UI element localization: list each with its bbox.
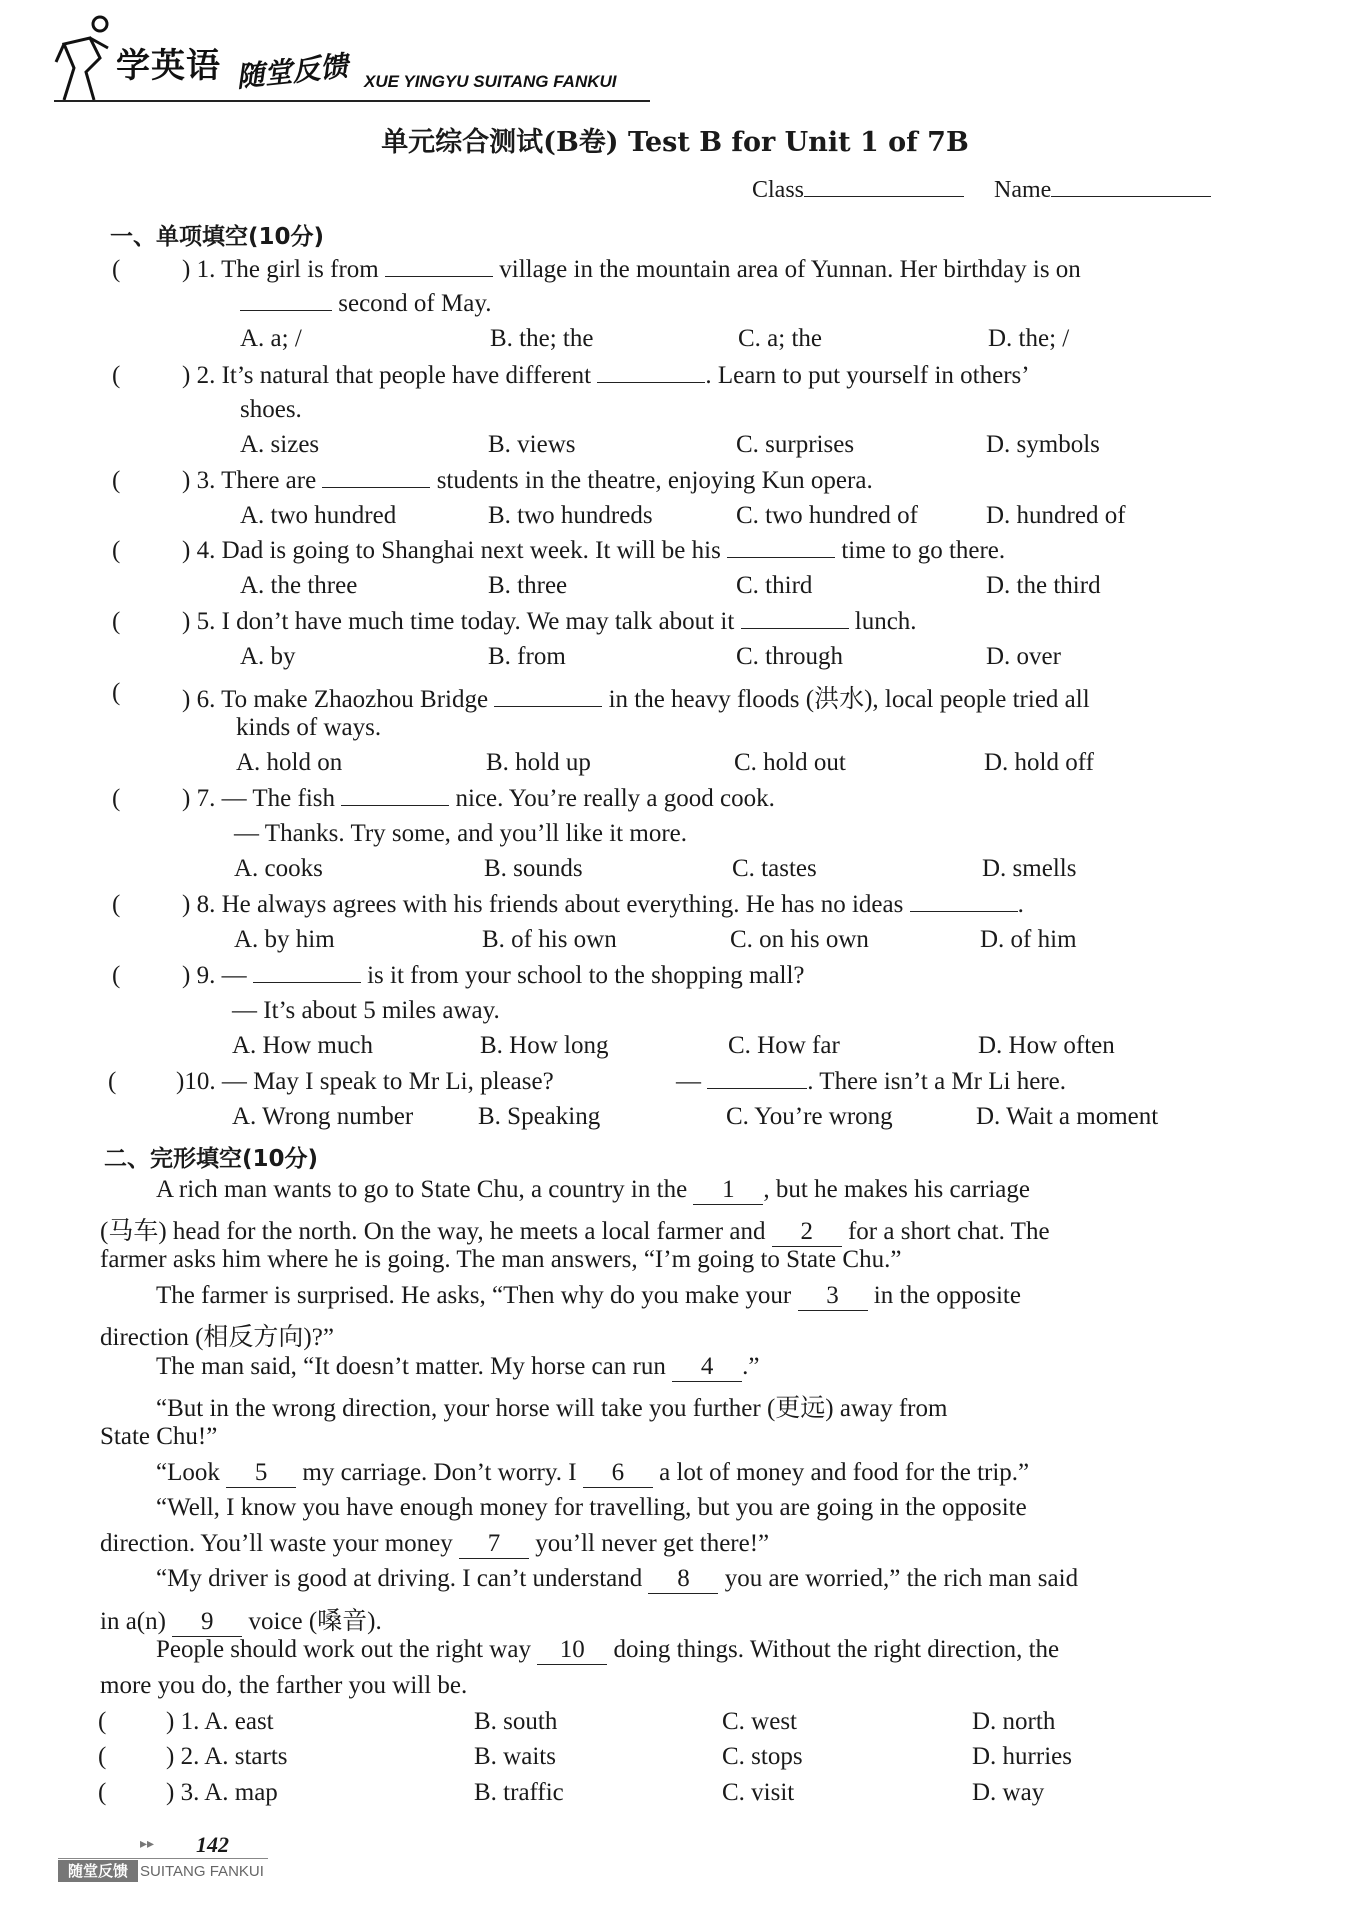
- question-10: )10. — May I speak to Mr Li, please?: [176, 1068, 554, 1095]
- option-a: A. two hundred: [240, 502, 397, 529]
- passage-line: (马车) head for the north. On the way, he meets a local farmer and 2 for a short chat. The: [100, 1218, 1050, 1245]
- option-d: D. hold off: [984, 749, 1094, 776]
- question-9: ) 9. — is it from your school to the shopping mall?: [182, 962, 805, 989]
- question-1-cont: second of May.: [240, 290, 491, 318]
- passage-line: “Well, I know you have enough money for travelling, but you are going in the opposite: [156, 1494, 1027, 1521]
- name-label: Name: [994, 177, 1052, 203]
- option-b: B. How long: [480, 1032, 609, 1059]
- cloze-question-1: ) 1. A. east: [166, 1708, 274, 1735]
- option-c: C. How far: [728, 1032, 840, 1059]
- passage-line: People should work out the right way 10 doing things. Without the right direction, the: [156, 1636, 1060, 1663]
- question-7-cont: — Thanks. Try some, and you’ll like it more.: [234, 820, 687, 847]
- passage-line: in a(n) 9 voice (嗓音).: [100, 1608, 382, 1635]
- footer-pinyin: SUITANG FANKUI: [140, 1863, 264, 1880]
- book-pinyin: XUE YINGYU SUITANG FANKUI: [364, 72, 617, 91]
- option-a: A. sizes: [240, 431, 320, 458]
- name-blank: [1051, 174, 1211, 197]
- book-header: [50, 14, 670, 109]
- answer-bracket: (: [112, 679, 121, 706]
- option-b: B. Speaking: [478, 1103, 601, 1130]
- option-d: D. of him: [980, 926, 1077, 953]
- question-5: ) 5. I don’t have much time today. We may talk about it lunch.: [182, 608, 917, 635]
- option-b: B. hold up: [486, 749, 591, 776]
- footer-badge: 随堂反馈: [58, 1860, 138, 1882]
- class-name-fields: [752, 174, 1211, 204]
- question-7: ) 7. — The fish nice. You’re really a good cook.: [182, 785, 775, 812]
- option-d: D. smells: [982, 855, 1077, 882]
- passage-line: direction. You’ll waste your money 7 you’ll never get there!”: [100, 1530, 770, 1557]
- question-4: ) 4. Dad is going to Shanghai next week. It will be his time to go there.: [182, 537, 1006, 564]
- option-d: D. hundred of: [986, 502, 1126, 529]
- passage-line: “Look 5 my carriage. Don’t worry. I 6 a lot of money and food for the trip.”: [156, 1459, 1030, 1486]
- answer-bracket: (: [112, 537, 121, 564]
- option-b: B. sounds: [484, 855, 583, 882]
- option-c: C. through: [736, 643, 843, 670]
- option-d: D. How often: [978, 1032, 1115, 1059]
- option-b: B. the; the: [490, 325, 594, 352]
- footer-rule: [58, 1858, 268, 1859]
- option-b: B. from: [488, 643, 566, 670]
- option-c: C. a; the: [738, 325, 823, 352]
- passage-line: direction (相反方向)?”: [100, 1324, 334, 1351]
- header-rule: [54, 100, 650, 102]
- passage-line: The man said, “It doesn’t matter. My horse can run 4 .”: [156, 1353, 760, 1380]
- section2-heading: 二、完形填空(10分): [104, 1146, 319, 1172]
- answer-bracket: (: [98, 1743, 107, 1770]
- question-1: ) 1. The girl is from village in the mountain area of Yunnan. Her birthday is on: [182, 256, 1081, 283]
- passage-line: The farmer is surprised. He asks, “Then why do you make your 3 in the opposite: [156, 1282, 1021, 1309]
- question-8: ) 8. He always agrees with his friends about everything. He has no ideas .: [182, 891, 1024, 918]
- answer-bracket: (: [112, 256, 121, 283]
- option-b: B. of his own: [482, 926, 617, 953]
- passage-line: “My driver is good at driving. I can’t understand 8 you are worried,” the rich man said: [156, 1565, 1079, 1592]
- cloze-question-3: ) 3. A. map: [166, 1779, 278, 1806]
- option-d: D. symbols: [986, 431, 1100, 458]
- question-2-cont: shoes.: [240, 396, 302, 423]
- page-number: 142: [196, 1832, 229, 1857]
- option-c: C. hold out: [734, 749, 846, 776]
- option-a: A. Wrong number: [232, 1103, 414, 1130]
- test-title: 单元综合测试(B卷) Test B for Unit 1 of 7B: [381, 127, 969, 158]
- answer-bracket: (: [112, 608, 121, 635]
- option-c: C. You’re wrong: [726, 1103, 893, 1130]
- question-10-reply: — . There isn’t a Mr Li here.: [676, 1068, 1066, 1095]
- passage-line: A rich man wants to go to State Chu, a country in the 1 , but he makes his carriage: [156, 1176, 1030, 1203]
- option-d: D. the third: [986, 572, 1101, 599]
- option-c: C. surprises: [736, 431, 855, 458]
- answer-bracket: (: [112, 362, 121, 389]
- question-6-cont: kinds of ways.: [236, 714, 382, 741]
- option-d: D. hurries: [972, 1743, 1072, 1770]
- option-d: D. the; /: [988, 325, 1070, 352]
- option-d: D. Wait a moment: [976, 1103, 1159, 1130]
- answer-bracket: (: [112, 962, 121, 989]
- option-c: C. on his own: [730, 926, 869, 953]
- option-b: B. views: [488, 431, 576, 458]
- option-c: C. two hundred of: [736, 502, 918, 529]
- option-d: D. way: [972, 1779, 1045, 1806]
- answer-bracket: (: [112, 785, 121, 812]
- option-a: A. cooks: [234, 855, 323, 882]
- runner-logo-icon: [50, 14, 120, 104]
- answer-bracket: (: [98, 1779, 107, 1806]
- answer-bracket: (: [112, 467, 121, 494]
- answer-bracket: (: [98, 1708, 107, 1735]
- book-title: 学英语: [116, 46, 221, 86]
- class-blank: [804, 174, 964, 197]
- option-a: A. by: [240, 643, 296, 670]
- option-a: A. How much: [232, 1032, 373, 1059]
- cloze-question-2: ) 2. A. starts: [166, 1743, 288, 1770]
- book-subtitle: 随堂反馈: [234, 49, 350, 94]
- question-9-cont: — It’s about 5 miles away.: [232, 997, 500, 1024]
- option-b: B. two hundreds: [488, 502, 653, 529]
- option-c: C. stops: [722, 1743, 803, 1770]
- passage-line: State Chu!”: [100, 1423, 218, 1450]
- option-d: D. north: [972, 1708, 1056, 1735]
- option-a: A. hold on: [236, 749, 343, 776]
- option-d: D. over: [986, 643, 1061, 670]
- passage-line: more you do, the farther you will be.: [100, 1672, 468, 1699]
- option-a: A. a; /: [240, 325, 302, 352]
- option-c: C. west: [722, 1708, 797, 1735]
- option-b: B. waits: [474, 1743, 556, 1770]
- option-b: B. traffic: [474, 1779, 564, 1806]
- question-2: ) 2. It’s natural that people have different . Learn to put yourself in others’: [182, 362, 1030, 389]
- option-b: B. three: [488, 572, 568, 599]
- double-arrow-icon: ▸▸: [140, 1836, 155, 1852]
- answer-bracket: (: [112, 891, 121, 918]
- class-label: Class: [752, 177, 805, 203]
- answer-bracket: (: [108, 1068, 117, 1095]
- option-a: A. the three: [240, 572, 358, 599]
- passage-line: farmer asks him where he is going. The man answers, “I’m going to State Chu.”: [100, 1246, 902, 1273]
- section1-heading: 一、单项填空(10分): [110, 224, 325, 250]
- option-a: A. by him: [234, 926, 335, 953]
- question-3: ) 3. There are students in the theatre, enjoying Kun opera.: [182, 467, 873, 494]
- question-6: ) 6. To make Zhaozhou Bridge in the heavy floods (洪水), local people tried all: [182, 686, 1090, 713]
- option-c: C. third: [736, 572, 813, 599]
- passage-line: “But in the wrong direction, your horse will take you further (更远) away from: [156, 1395, 948, 1422]
- option-c: C. visit: [722, 1779, 795, 1806]
- option-b: B. south: [474, 1708, 558, 1735]
- option-c: C. tastes: [732, 855, 817, 882]
